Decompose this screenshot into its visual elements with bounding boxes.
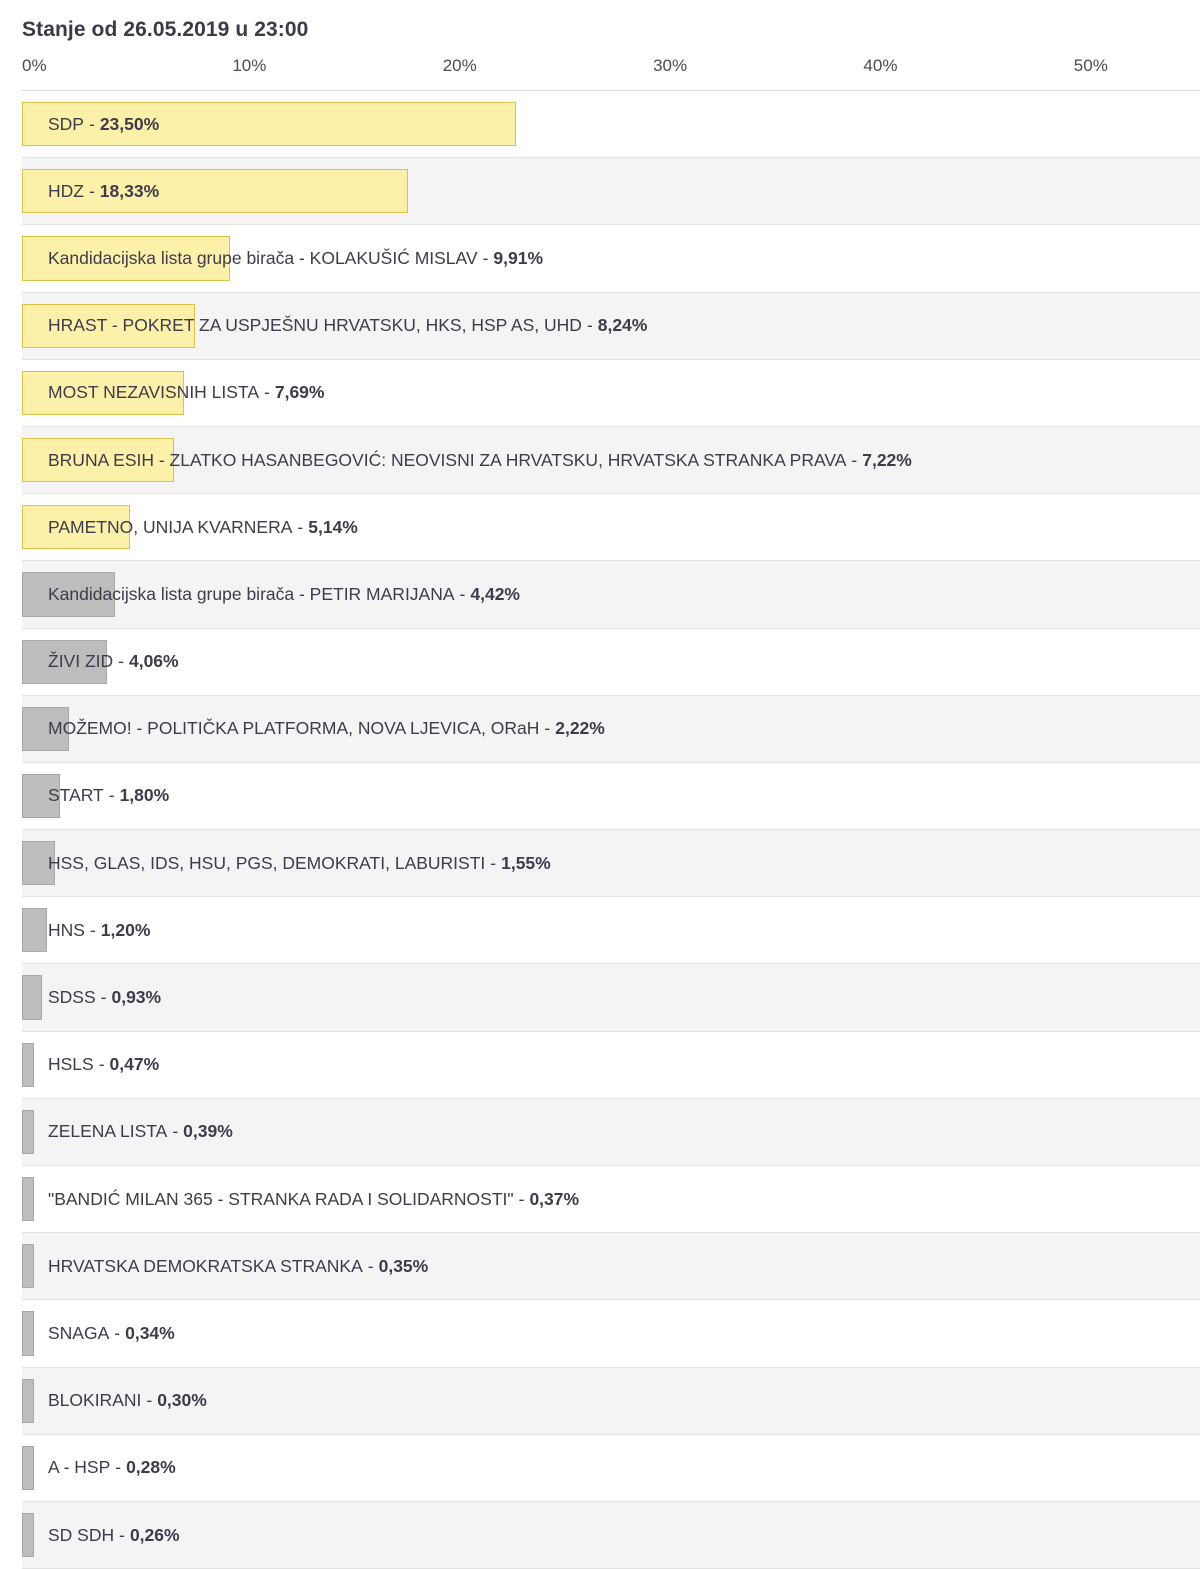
- bar-value: 5,14%: [308, 516, 358, 537]
- bar-row[interactable]: [22, 1502, 1200, 1569]
- bar-label-name: "BANDIĆ MILAN 365 - STRANKA RADA I SOLIDARNOSTI": [48, 1188, 514, 1209]
- bar: [22, 908, 47, 952]
- bar-row[interactable]: [22, 696, 1200, 763]
- bar: [22, 841, 55, 885]
- x-axis-tick: 30%: [653, 56, 688, 75]
- bar: [22, 438, 174, 482]
- bar-label: [48, 1099, 233, 1165]
- bar-row[interactable]: [22, 225, 1200, 292]
- bar: [22, 304, 195, 348]
- bar-label: [48, 696, 605, 762]
- bar: [22, 236, 230, 280]
- bar-row[interactable]: [22, 561, 1200, 628]
- bar-row[interactable]: [22, 158, 1200, 225]
- bar-label-name: SDP: [48, 113, 84, 134]
- bar-label: [48, 830, 551, 896]
- bar: [22, 1177, 34, 1221]
- bar-label-name: SDSS: [48, 987, 96, 1008]
- bar-label-separator: -: [297, 516, 304, 537]
- bar-label-name: SNAGA: [48, 1322, 110, 1343]
- bar-label-separator: -: [586, 315, 593, 336]
- bar-label-separator: -: [264, 382, 270, 403]
- bar-label-separator: -: [88, 180, 95, 201]
- bar-label-name: Kandidacijska lista grupe birača - KOLAKUŠIĆ MISLAV: [48, 247, 478, 268]
- bar: [22, 774, 60, 818]
- bar-value: 1,20%: [100, 919, 151, 940]
- bar-label-name: HNS: [48, 919, 85, 940]
- bar-label-separator: -: [851, 449, 858, 470]
- bar-row[interactable]: [22, 763, 1200, 830]
- bar-value: 1,80%: [119, 785, 170, 806]
- bar-label-separator: -: [98, 1054, 105, 1075]
- x-axis-tick: 50%: [1073, 56, 1108, 75]
- bar-row[interactable]: [22, 427, 1200, 494]
- bar-label-name: PAMETNO, UNIJA KVARNERA: [48, 516, 293, 537]
- bar-value: 0,34%: [125, 1322, 175, 1343]
- bar: [22, 1110, 34, 1154]
- bar-label-separator: -: [482, 247, 489, 268]
- bar-label-name: MOST NEZAVISNIH LISTA: [48, 382, 260, 403]
- bar-label: [48, 1502, 180, 1568]
- bar: [22, 1513, 34, 1557]
- bar-label: [48, 1435, 176, 1501]
- bar-label: [48, 1233, 428, 1299]
- bar-value: 0,47%: [109, 1054, 160, 1075]
- bar-row[interactable]: [22, 1368, 1200, 1435]
- bar-label-separator: -: [490, 852, 497, 873]
- bar-label-name: Kandidacijska lista grupe birača - PETIR MARIJANA: [48, 583, 455, 604]
- bar-value: 0,28%: [126, 1457, 176, 1478]
- bar-label-name: HDZ: [48, 180, 84, 201]
- bar: [22, 102, 516, 146]
- bar: [22, 505, 130, 549]
- bar-value: 1,55%: [501, 852, 551, 873]
- bar: [22, 572, 115, 616]
- bar-chart: [22, 90, 1200, 1569]
- bar: [22, 1379, 34, 1423]
- bar-value: 7,22%: [862, 449, 912, 470]
- bar-value: 7,69%: [274, 382, 325, 403]
- bar-row[interactable]: [22, 897, 1200, 964]
- x-axis: [22, 56, 1200, 90]
- bar: [22, 1311, 34, 1355]
- bar-value: 4,06%: [128, 651, 179, 672]
- bar-label-name: A - HSP: [48, 1457, 111, 1478]
- bar-label-name: HSS, GLAS, IDS, HSU, PGS, DEMOKRATI, LABURISTI: [48, 852, 486, 873]
- bar-label-separator: -: [146, 1390, 153, 1411]
- bar-label-name: SD SDH: [48, 1524, 115, 1545]
- bar: [22, 1244, 34, 1288]
- bar-value: 0,35%: [378, 1255, 429, 1276]
- bar-value: 2,22%: [555, 718, 605, 739]
- bar-row[interactable]: [22, 293, 1200, 360]
- bar-row[interactable]: [22, 629, 1200, 696]
- bar-row[interactable]: [22, 1233, 1200, 1300]
- bar: [22, 707, 69, 751]
- bar-label-separator: -: [88, 113, 95, 134]
- bar-label-separator: -: [114, 1322, 121, 1343]
- bar-row[interactable]: [22, 1435, 1200, 1502]
- bar-label-separator: -: [119, 1524, 125, 1545]
- bar-label-separator: -: [108, 785, 115, 806]
- bar-row[interactable]: [22, 91, 1200, 158]
- bar-value: 4,42%: [470, 583, 520, 604]
- bar-label-name: HRVATSKA DEMOKRATSKA STRANKA: [48, 1255, 363, 1276]
- bar-value: 0,30%: [157, 1390, 207, 1411]
- bar-label: [48, 1368, 207, 1434]
- bar-label-name: BLOKIRANI: [48, 1390, 142, 1411]
- bar: [22, 371, 184, 415]
- bar: [22, 975, 42, 1019]
- bar-label-separator: -: [89, 919, 96, 940]
- bar-label-name: HSLS: [48, 1054, 94, 1075]
- bar-label: [48, 763, 169, 829]
- bar-value: 0,93%: [111, 987, 162, 1008]
- bar: [22, 640, 107, 684]
- bar-label: [48, 427, 912, 493]
- bar-label-separator: -: [100, 987, 107, 1008]
- bar-label-name: START: [48, 785, 104, 806]
- bar-value: 9,91%: [493, 247, 544, 268]
- bar-row[interactable]: [22, 1032, 1200, 1099]
- bar-value: 0,37%: [529, 1188, 580, 1209]
- bar-label-name: BRUNA ESIH - ZLATKO HASANBEGOVIĆ: NEOVISNI ZA HRVATSKU, HRVATSKA STRANKA PRAVA: [48, 449, 847, 470]
- bar-row[interactable]: [22, 964, 1200, 1031]
- bar-label-separator: -: [172, 1121, 179, 1142]
- bar-value: 0,39%: [183, 1121, 233, 1142]
- bar-label-separator: -: [367, 1255, 374, 1276]
- bar: [22, 1446, 34, 1490]
- x-axis-tick: 10%: [232, 56, 267, 75]
- bar-label-separator: -: [118, 651, 124, 672]
- x-axis-tick: 40%: [863, 56, 898, 75]
- bar-label: [48, 897, 150, 963]
- bar-label-name: ZELENA LISTA: [48, 1121, 168, 1142]
- bar-label-separator: -: [115, 1457, 122, 1478]
- x-axis-tick: 0%: [22, 56, 47, 75]
- bar-label-separator: -: [459, 583, 466, 604]
- bar: [22, 169, 408, 213]
- bar-row[interactable]: [22, 494, 1200, 561]
- bar-row[interactable]: [22, 360, 1200, 427]
- bar-row[interactable]: [22, 1099, 1200, 1166]
- bar-label-separator: -: [544, 718, 551, 739]
- bar-label: [48, 1032, 159, 1098]
- bar-label-name: MOŽEMO! - POLITIČKA PLATFORMA, NOVA LJEVICA, ORaH: [48, 718, 540, 739]
- bar-value: 23,50%: [99, 113, 160, 134]
- bar-label: [48, 1166, 579, 1232]
- x-axis-tick: 20%: [442, 56, 477, 75]
- bar-value: 18,33%: [99, 180, 160, 201]
- bar-label: [48, 964, 161, 1030]
- page-title: Stanje od 26.05.2019 u 23:00: [22, 18, 309, 41]
- bar-row[interactable]: [22, 830, 1200, 897]
- bar: [22, 1043, 34, 1087]
- bar-value: 8,24%: [597, 315, 648, 336]
- bar-label-name: HRAST - POKRET ZA USPJEŠNU HRVATSKU, HKS, HSP AS, UHD: [48, 315, 582, 336]
- bar-value: 0,26%: [129, 1524, 180, 1545]
- bar-label-name: ŽIVI ZID: [48, 651, 114, 672]
- bar-row[interactable]: [22, 1166, 1200, 1233]
- bar-label: [48, 561, 520, 627]
- bar-label: [48, 1300, 175, 1366]
- bar-label-separator: -: [518, 1188, 525, 1209]
- bar-row[interactable]: [22, 1300, 1200, 1367]
